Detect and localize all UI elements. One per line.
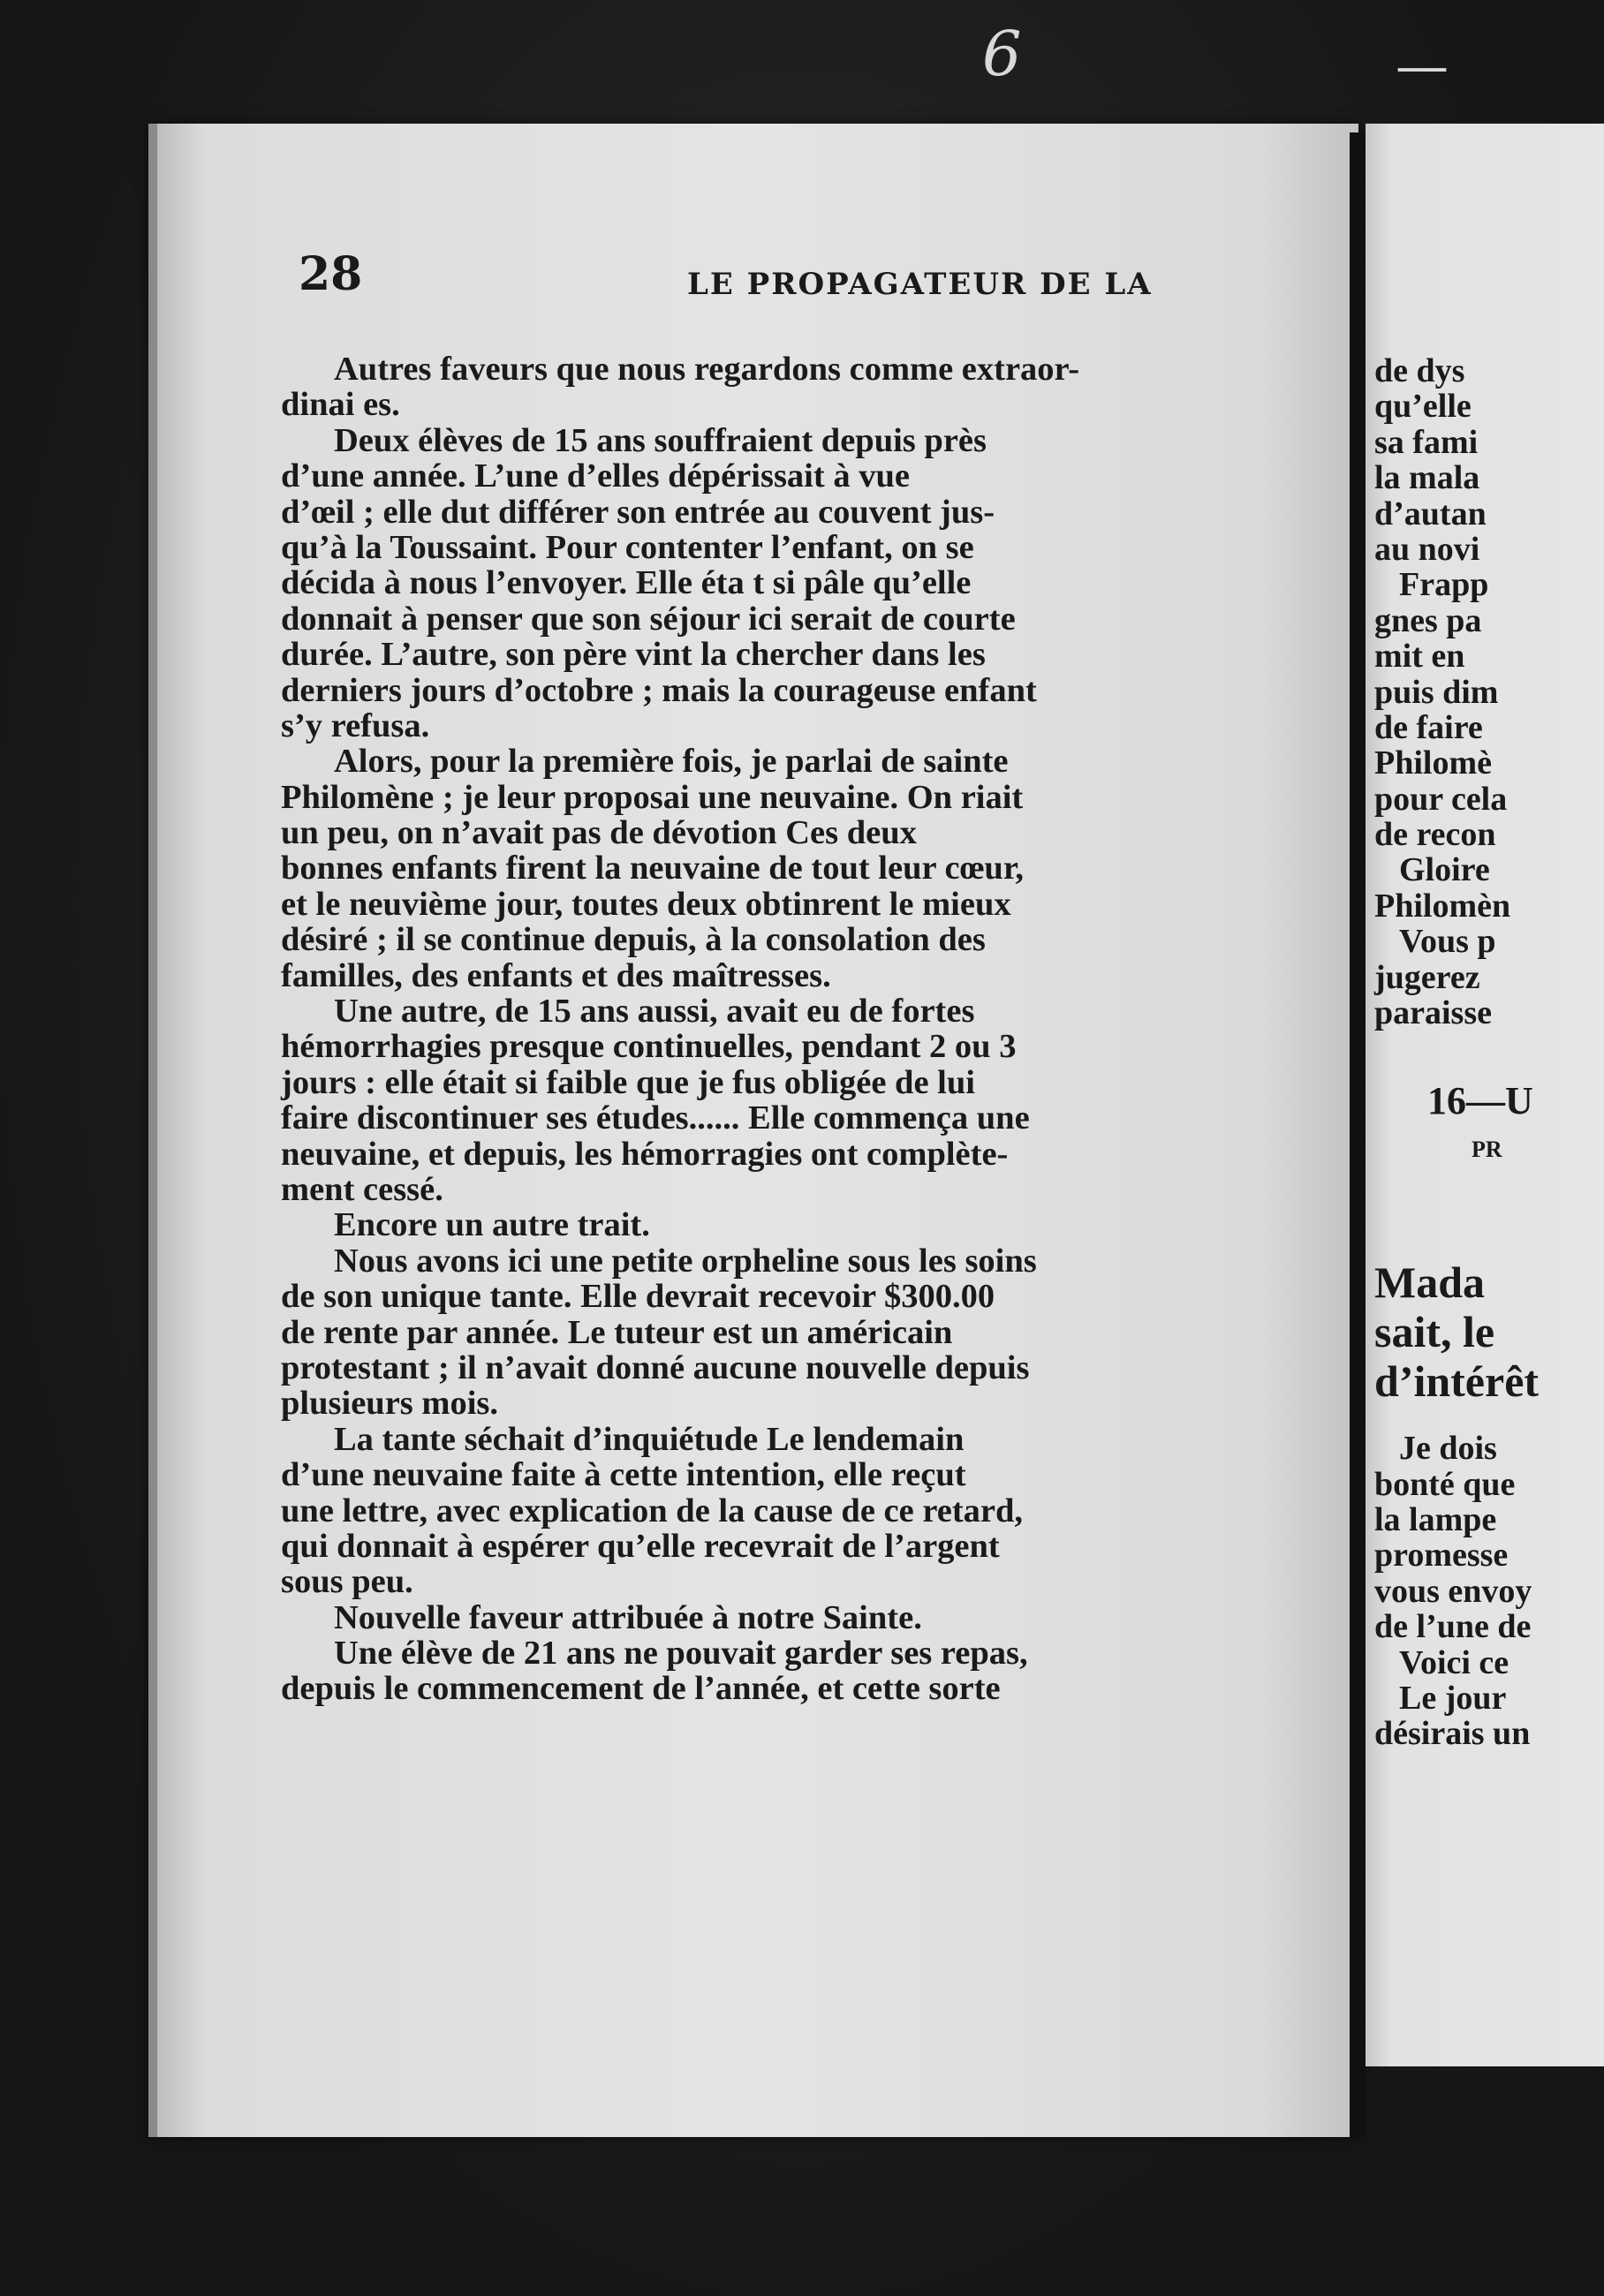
text-line: La tante séchait d’inquiétude Le lendemain (334, 1420, 965, 1458)
text-line: faire discontinuer ses études...... Elle commença une (281, 1099, 1030, 1137)
scan-mark-top: 6 (982, 18, 1022, 90)
right-text-line: Mada (1374, 1258, 1485, 1308)
text-line: sous peu. (281, 1563, 413, 1601)
right-text-line: sa fami (1374, 423, 1479, 461)
right-text-line: désirais un (1374, 1715, 1531, 1753)
text-line: Nouvelle faveur attribuée à notre Sainte. (334, 1598, 922, 1636)
text-line: d’une année. L’une d’elles dépérissait à vue (281, 457, 910, 495)
text-line: un peu, on n’avait pas de dévotion Ces deux (281, 814, 917, 852)
text-line: de son unique tante. Elle devrait recevoir $300.00 (281, 1278, 995, 1316)
right-text-line: de dys (1374, 352, 1465, 389)
text-line: qui donnait à espérer qu’elle recevrait de l’argent (281, 1527, 1000, 1565)
scan-mark-dash: — (1396, 35, 1449, 97)
right-text-line: Voici ce (1399, 1643, 1509, 1681)
text-line: familles, des enfants et des maîtresses. (281, 956, 831, 994)
left-page-body (281, 351, 1217, 1707)
right-text-line: Philomèn (1374, 887, 1511, 925)
right-text-line: promesse (1374, 1537, 1509, 1575)
text-line: ment cessé. (281, 1170, 443, 1208)
right-text-line: Gloire (1399, 851, 1490, 889)
text-line: de rente par année. Le tuteur est un américain (281, 1313, 953, 1351)
book-gutter (1350, 132, 1366, 2137)
text-line: depuis le commencement de l’année, et cette sorte (281, 1670, 1001, 1708)
right-page (1366, 124, 1604, 2066)
text-line: désiré ; il se continue depuis, à la consolation des (281, 921, 986, 959)
text-line: durée. L’autre, son père vint la chercher dans les (281, 636, 986, 674)
right-text-line: 16—U (1427, 1079, 1533, 1123)
text-line: et le neuvième jour, toutes deux obtinrent le mieux (281, 885, 1011, 923)
right-text-line: la mala (1374, 459, 1480, 497)
text-line: neuvaine, et depuis, les hémorragies ont complète- (281, 1135, 1009, 1173)
page-number: 28 (299, 247, 363, 301)
right-text-line: Je dois (1399, 1430, 1497, 1468)
text-line: Deux élèves de 15 ans souffraient depuis près (334, 421, 987, 459)
right-text-line: d’autan (1374, 495, 1487, 532)
text-line: dinai es. (281, 386, 400, 424)
right-text-line: pour cela (1374, 780, 1508, 818)
right-text-line: puis dim (1374, 673, 1499, 711)
right-text-line: sait, le (1374, 1307, 1495, 1357)
text-line: qu’à la Toussaint. Pour contenter l’enfant, on se (281, 528, 974, 566)
text-line: bonnes enfants firent la neuvaine de tout leur cœur, (281, 850, 1025, 887)
right-text-line: paraisse (1374, 994, 1492, 1032)
text-line: donnait à penser que son séjour ici serait de courte (281, 600, 1016, 638)
right-text-line: gnes pa (1374, 601, 1482, 639)
text-line: Nous avons ici une petite orpheline sous les soins (334, 1242, 1037, 1280)
text-line: hémorrhagies presque continuelles, pendant 2 ou 3 (281, 1028, 1017, 1066)
right-text-line: de faire (1374, 708, 1483, 746)
text-line: s’y refusa. (281, 706, 430, 744)
right-text-line: bonté que (1374, 1465, 1516, 1503)
right-text-line: Vous p (1399, 923, 1496, 961)
text-line: plusieurs mois. (281, 1385, 499, 1423)
right-text-line: jugerez (1374, 958, 1480, 996)
running-title: LE PROPAGATEUR DE LA (687, 267, 1153, 302)
right-text-line: Philomè (1374, 744, 1492, 782)
text-line: d’œil ; elle dut différer son entrée au couvent jus- (281, 493, 995, 531)
text-line: Une élève de 21 ans ne pouvait garder ses repas, (334, 1635, 1028, 1673)
left-page (148, 124, 1358, 2137)
text-line: derniers jours d’octobre ; mais la courageuse enfant (281, 671, 1037, 709)
right-text-line: de l’une de (1374, 1608, 1532, 1646)
right-text-line: la lampe (1374, 1500, 1497, 1538)
text-line: Une autre, de 15 ans aussi, avait eu de fortes (334, 993, 975, 1031)
text-line: Encore un autre trait. (334, 1206, 650, 1244)
text-line: jours : elle était si faible que je fus obligée de lui (281, 1063, 975, 1101)
right-page-body (1374, 353, 1604, 1752)
right-text-line: au novi (1374, 530, 1480, 568)
right-text-line: vous envoy (1374, 1572, 1532, 1610)
right-text-line: Frapp (1399, 566, 1489, 604)
right-text-line: d’intérêt (1374, 1356, 1540, 1407)
text-line: Philomène ; je leur proposai une neuvaine. On riait (281, 778, 1024, 816)
text-line: Alors, pour la première fois, je parlai de sainte (334, 743, 1009, 781)
right-text-line: de recon (1374, 816, 1496, 854)
right-text-line: PR (1472, 1136, 1502, 1162)
text-line: Autres faveurs que nous regardons comme extraor- (334, 351, 1080, 388)
right-text-line: qu’elle (1374, 388, 1472, 426)
text-line: une lettre, avec explication de la cause de ce retard, (281, 1492, 1024, 1529)
right-text-line: Le jour (1399, 1679, 1507, 1717)
text-line: d’une neuvaine faite à cette intention, elle reçut (281, 1456, 966, 1494)
right-text-line: mit en (1374, 638, 1465, 676)
text-line: protestant ; il n’avait donné aucune nouvelle depuis (281, 1348, 1030, 1386)
text-line: décida à nous l’envoyer. Elle éta t si pâle qu’elle (281, 564, 972, 602)
